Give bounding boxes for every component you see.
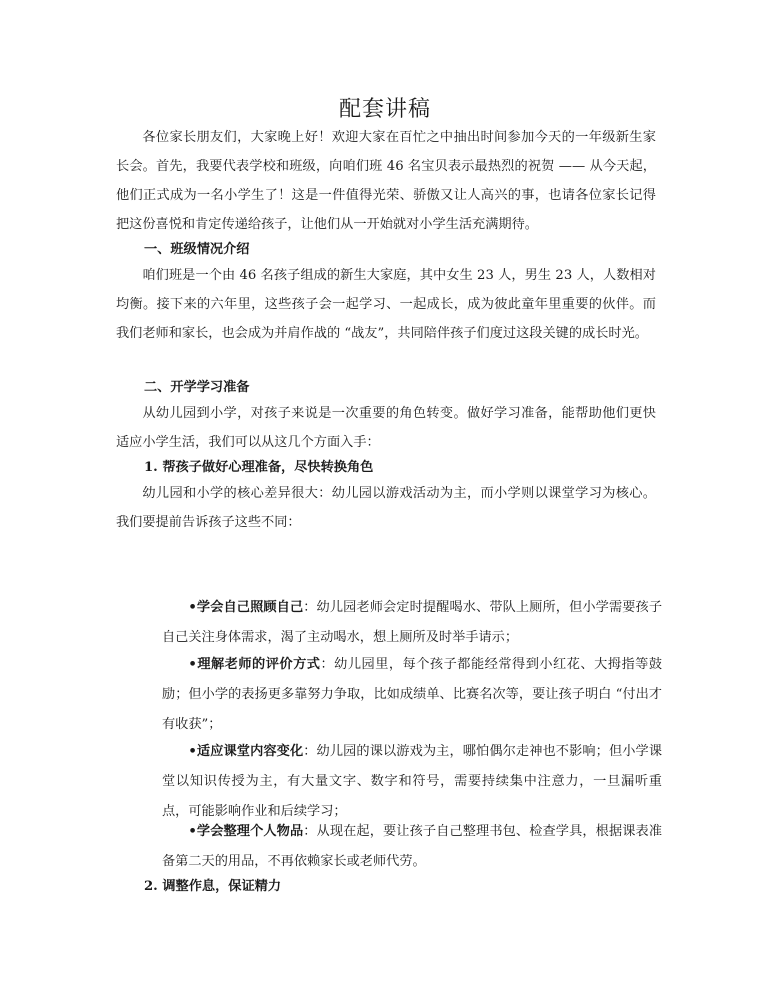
list-item xyxy=(162,737,662,827)
bullet-text: ：幼儿园里，每个孩子都能经常得到小红花、大拇指等鼓励；但小学的表扬更多靠努力争取，比如成绩单、比赛名次等，要让孩子明白 “付出才有收获”； xyxy=(162,657,663,732)
bullet-icon: • xyxy=(188,824,197,839)
bullet-icon: • xyxy=(188,600,197,615)
subheading-schedule: 2. 调整作息，保证精力 xyxy=(144,879,282,894)
bullet-lead: 适应课堂内容变化 xyxy=(196,744,304,759)
bullet-text: ：幼儿园的课以游戏为主，哪怕偶尔走神也不影响；但小学课堂以知识传授为主，有大量文字、数字和符号，需要持续集中注意力，一旦漏听重点，可能影响作业和后续学习； xyxy=(162,744,663,819)
bullet-lead: 理解老师的评价方式 xyxy=(196,657,321,672)
intro-paragraph: 各位家长朋友们，大家晚上好！欢迎大家在百忙之中抽出时间参加今天的一年级新生家长会。首先，我要代表学校和班级，向咱们班 46 名宝贝表示最热烈的祝贺 —— 从今天起，他们正式成为一名小学生了！这是一件值得光荣、骄傲又让人高兴的事，也请各位家长记得把这份喜悦和肯定传递给孩子，让他们从一开始就对小学生活充满期待。 xyxy=(116,130,656,232)
list-item xyxy=(162,593,662,653)
subheading-mental-prep: 1. 帮孩子做好心理准备，尽快转换角色 xyxy=(144,460,374,475)
section-heading-class-info: 一、班级情况介绍 xyxy=(144,242,250,257)
bullet-lead: 学会整理个人物品 xyxy=(196,824,304,839)
mental-prep-paragraph: 幼儿园和小学的核心差异很大：幼儿园以游戏活动为主，而小学则以课堂学习为核心。我们要提前告诉孩子这些不同： xyxy=(116,486,656,530)
bullet-icon: • xyxy=(188,744,197,759)
bullet-text: ：幼儿园老师会定时提醒喝水、带队上厕所，但小学需要孩子自己关注身体需求，渴了主动喝水，想上厕所及时举手请示； xyxy=(162,600,663,645)
section-heading-study-prep: 二、开学学习准备 xyxy=(144,380,250,395)
bullet-icon: • xyxy=(188,657,197,672)
list-item xyxy=(162,650,662,740)
list-item xyxy=(162,817,662,877)
bullet-text: ：从现在起，要让孩子自己整理书包、检查学具，根据课表准备第二天的用品，不再依赖家长或老师代劳。 xyxy=(162,824,663,869)
page-title: 配套讲稿 xyxy=(338,97,431,122)
class-info-paragraph: 咱们班是一个由 46 名孩子组成的新生大家庭，其中女生 23 人，男生 23 人，人数相对均衡。接下来的六年里，这些孩子会一起学习、一起成长，成为彼此童年里重要的伙伴。而我们老师和家长，也会成为并肩作战的 “战友”，共同陪伴孩子们度过这段关键的成长时光。 xyxy=(116,268,656,341)
bullet-lead: 学会自己照顾自己 xyxy=(196,600,304,615)
study-prep-paragraph: 从幼儿园到小学，对孩子来说是一次重要的角色转变。做好学习准备，能帮助他们更快适应小学生活，我们可以从这几个方面入手： xyxy=(116,406,656,450)
